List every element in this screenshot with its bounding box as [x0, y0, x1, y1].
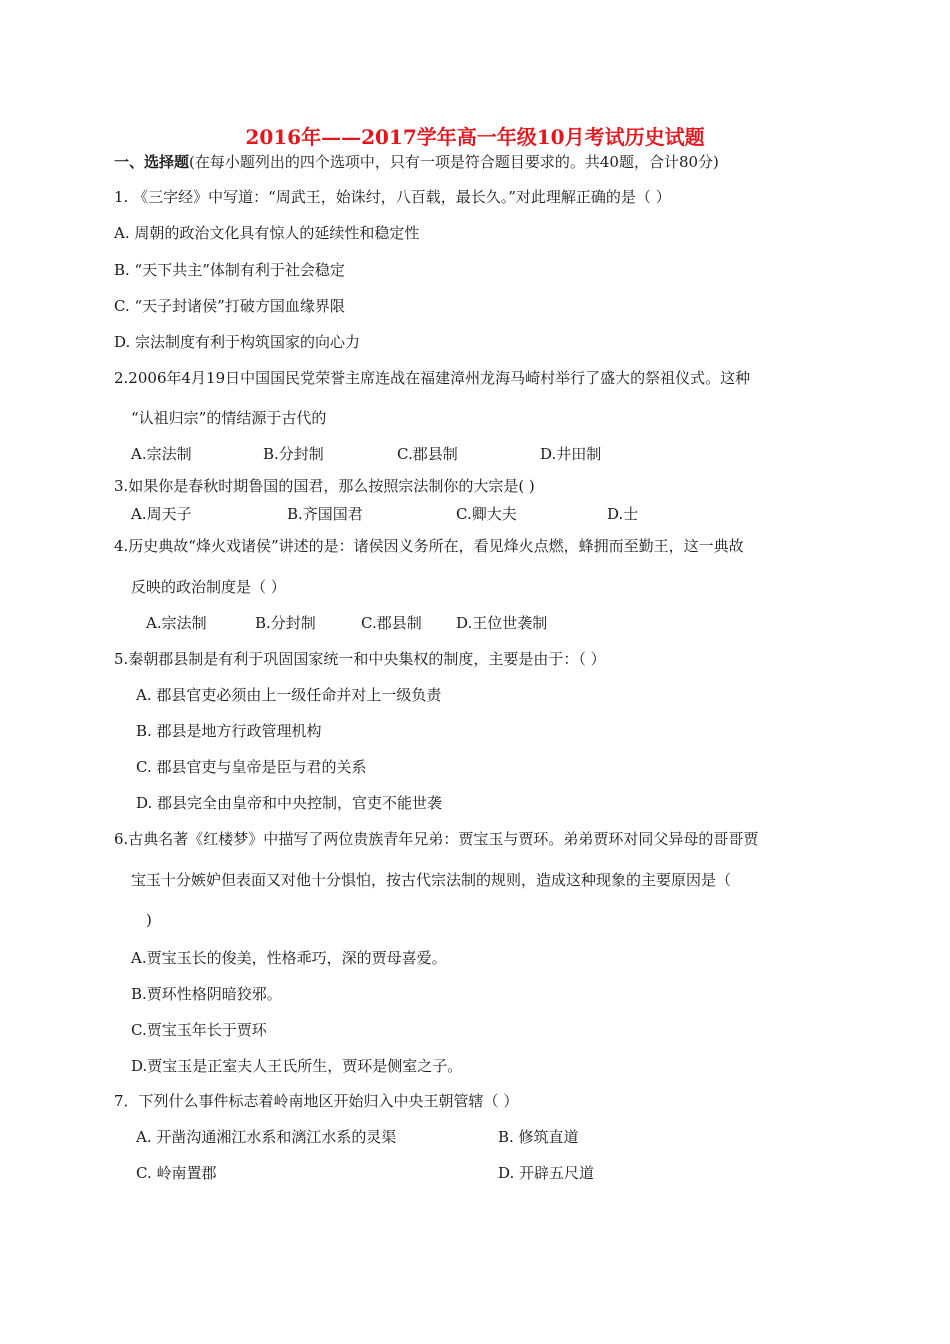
- q6-stem-line3: ): [146, 911, 152, 929]
- q6-option-a: A.贾宝玉长的俊美，性格乖巧，深的贾母喜爱。: [131, 949, 447, 967]
- q6-option-b: B.贾环性格阴暗狡邪。: [131, 985, 282, 1003]
- q6-stem-line2: 宝玉十分嫉妒但表面又对他十分惧怕，按古代宗法制的规则，造成这种现象的主要原因是（: [131, 871, 732, 889]
- q5-option-c: C. 郡县官吏与皇帝是臣与君的关系: [136, 758, 367, 776]
- q2-stem-line1: 2.2006年4月19日中国国民党荣誉主席连战在福建漳州龙海马崎村举行了盛大的祭祖仪式。这种: [114, 369, 751, 387]
- section-head-label: 一、选择题: [114, 153, 190, 171]
- q1-stem: 1. 《三字经》中写道：“周武王，始诛纣，八百载，最长久。”对此理解正确的是（ ）: [114, 188, 671, 206]
- q5-option-d: D. 郡县完全由皇帝和中央控制，官吏不能世袭: [136, 794, 443, 812]
- q4-stem-line2: 反映的政治制度是（ ）: [131, 578, 286, 596]
- q1-option-d: D. 宗法制度有利于构筑国家的向心力: [114, 333, 361, 351]
- q2-option-c: C.郡县制: [397, 445, 458, 463]
- q1-option-c: C. “天子封诸侯”打破方国血缘界限: [114, 297, 345, 315]
- q4-stem-line1: 4.历史典故“烽火戏诸侯”讲述的是：诸侯因义务所在，看见烽火点燃，蜂拥而至勤王，这一典故: [114, 537, 744, 555]
- q1-option-a: A. 周朝的政治文化具有惊人的延续性和稳定性: [114, 224, 420, 242]
- q6-stem-line1: 6.古典名著《红楼梦》中描写了两位贵族青年兄弟：贾宝玉与贾环。弟弟贾环对同父异母的哥哥贾: [114, 830, 759, 848]
- q3-option-d: D.士: [607, 505, 639, 523]
- q4-option-d: D.王位世袭制: [456, 614, 548, 632]
- q5-option-b: B. 郡县是地方行政管理机构: [136, 722, 322, 740]
- q5-option-a: A. 郡县官吏必须由上一级任命并对上一级负责: [136, 686, 442, 704]
- q3-option-a: A.周天子: [131, 505, 192, 523]
- q4-option-a: A.宗法制: [146, 614, 207, 632]
- q2-option-a: A.宗法制: [131, 445, 192, 463]
- q3-stem: 3.如果你是春秋时期鲁国的国君，那么按照宗法制你的大宗是( ): [114, 477, 535, 495]
- q1-option-b: B. “天下共主”体制有利于社会稳定: [114, 261, 345, 279]
- q7-option-c: C. 岭南置郡: [136, 1164, 217, 1182]
- q7-option-a: A. 开凿沟通湘江水系和漓江水系的灵渠: [136, 1128, 397, 1146]
- q5-stem: 5.秦朝郡县制是有利于巩固国家统一和中央集权的制度，主要是由于：（ ）: [114, 650, 606, 668]
- q4-option-b: B.分封制: [255, 614, 316, 632]
- q2-option-b: B.分封制: [263, 445, 324, 463]
- q2-stem-line2: “认祖归宗”的情结源于古代的: [131, 409, 327, 427]
- q2-option-d: D.井田制: [540, 445, 602, 463]
- q4-option-c: C.郡县制: [361, 614, 422, 632]
- section-note: (在每小题列出的四个选项中，只有一项是符合题目要求的。共40题，合计80分): [189, 153, 719, 171]
- section-heading: [114, 152, 719, 172]
- q7-option-d: D. 开辟五尺道: [498, 1164, 595, 1182]
- q7-stem: 7．下列什么事件标志着岭南地区开始归入中央王朝管辖（ ）: [114, 1092, 519, 1110]
- q7-option-b: B. 修筑直道: [498, 1128, 579, 1146]
- q6-option-d: D.贾宝玉是正室夫人王氏所生，贾环是侧室之子。: [131, 1057, 463, 1075]
- q3-option-b: B.齐国国君: [287, 505, 363, 523]
- exam-title: 2016年——2017学年高一年级10月考试历史试题: [245, 125, 705, 149]
- q3-option-c: C.卿大夫: [456, 505, 517, 523]
- q6-option-c: C.贾宝玉年长于贾环: [131, 1021, 267, 1039]
